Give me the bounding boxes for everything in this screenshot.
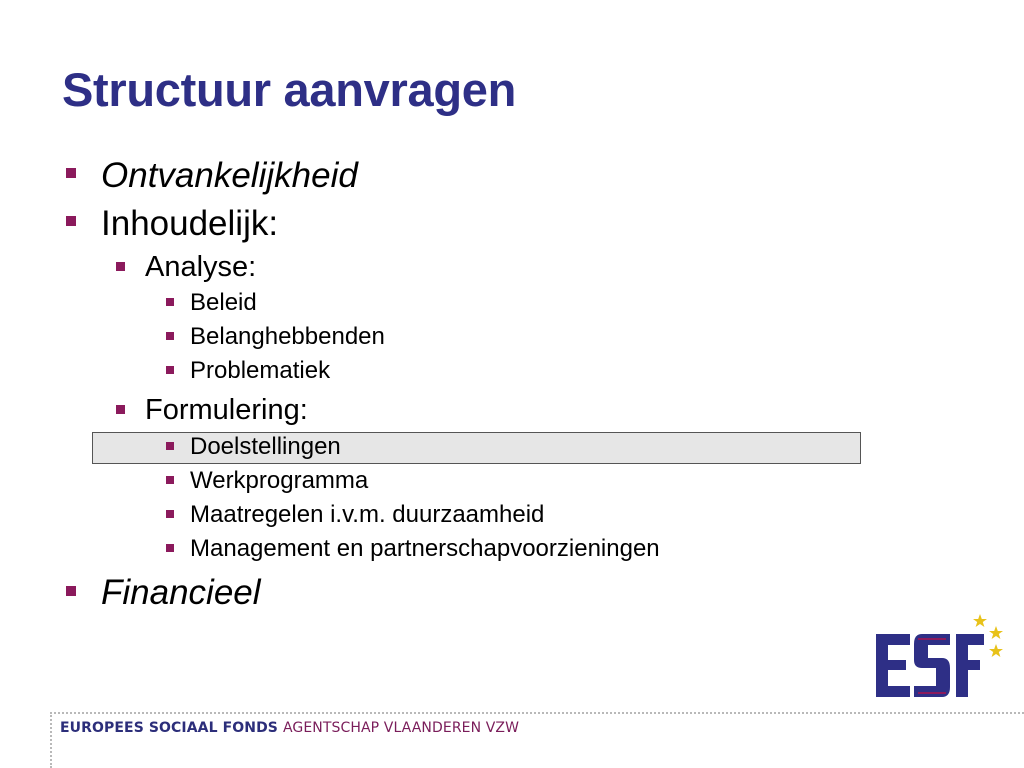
list-item-ontvankelijkheid: Ontvankelijkheid <box>101 156 358 195</box>
slide-title: Structuur aanvragen <box>62 63 516 116</box>
bullet-icon <box>116 262 125 271</box>
star-icon <box>989 626 1003 639</box>
esf-logo <box>874 612 1014 702</box>
bullet-icon <box>166 476 174 484</box>
list-item-problematiek: Problematiek <box>190 357 331 384</box>
bullet-icon <box>166 366 174 374</box>
footer <box>60 720 519 736</box>
list-item-belanghebbenden: Belanghebbenden <box>190 323 385 350</box>
list-item-financieel: Financieel <box>101 573 261 612</box>
bullet-icon <box>166 332 174 340</box>
list-item-analyse: Analyse: <box>145 251 257 283</box>
bullet-icon <box>66 586 76 596</box>
list-item-werkprogramma: Werkprogramma <box>190 467 369 494</box>
list-item-doelstellingen: Doelstellingen <box>190 433 341 460</box>
list-item-beleid: Beleid <box>190 289 257 316</box>
bullet-icon <box>166 442 174 450</box>
list-item-formulering: Formulering: <box>145 394 308 426</box>
list-item-management: Management en partnerschapvoorzieningen <box>190 535 660 562</box>
logo-letters <box>876 634 984 697</box>
footer-divider-vertical <box>50 712 52 768</box>
bullet-icon <box>66 168 76 178</box>
bullet-icon <box>166 544 174 552</box>
bullet-icon <box>166 510 174 518</box>
footer-org: EUROPEES SOCIAAL FONDS <box>60 720 278 736</box>
star-icon <box>973 614 987 627</box>
bullet-icon <box>166 298 174 306</box>
footer-divider <box>50 712 1024 714</box>
star-icon <box>989 644 1003 657</box>
bullet-icon <box>66 216 76 226</box>
footer-agency: AGENTSCHAP VLAANDEREN VZW <box>282 720 520 736</box>
bullet-icon <box>116 405 125 414</box>
list-item-inhoudelijk: Inhoudelijk: <box>101 204 279 243</box>
list-item-maatregelen: Maatregelen i.v.m. duurzaamheid <box>190 501 545 528</box>
